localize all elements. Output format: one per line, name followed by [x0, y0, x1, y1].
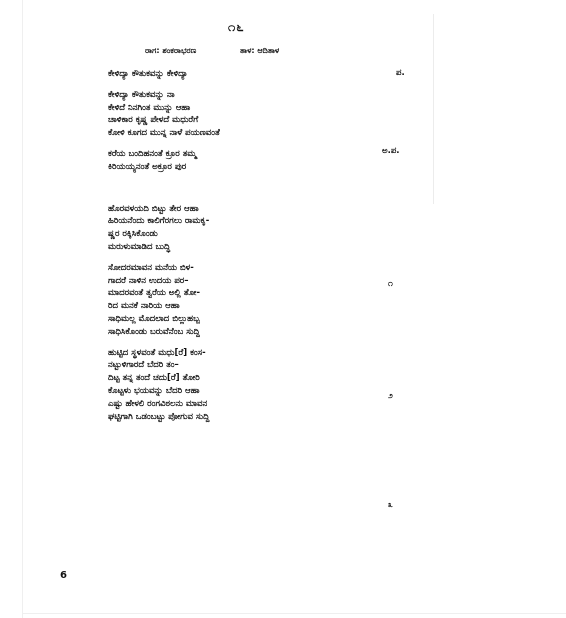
scan-edge	[22, 0, 23, 618]
page-number: 6	[60, 570, 67, 581]
lyric-line: ರಿದ ಮನಕೆ ನಾರಿಯ ಆಹಾ	[108, 301, 180, 312]
lyric-line: ಕೊಟ್ಟಳು ಭಯವನ್ನು ಬೆದರಿ ಆಹಾ	[108, 385, 200, 396]
lyric-line: ಷ್ಣರ ರಕ್ಕಿಸಿಕೊಂಡು	[108, 229, 158, 240]
anupallavi-block	[108, 89, 408, 140]
pallavi-block	[108, 68, 408, 81]
lyric-line: ಮಾದರವಂತೆ ತ್ವರೆಯ ಅಲ್ಲಿ ತೋ-	[108, 288, 200, 299]
charana-2-marker: ೨	[388, 391, 393, 401]
charana-2-block	[108, 262, 408, 339]
lyric-line: ದಿಟ್ಟ ತನ್ನ ತಂದೆ ಚದು[ರೆ] ತೋರಿ	[108, 373, 200, 384]
lyric-line: ಕೇಳಿದೆ ನಿನಗಿಂತ ಮುನ್ನು ಆಹಾ	[108, 102, 191, 113]
charana-1-marker: ೧	[388, 279, 393, 289]
raga-label: ರಾಗ: ಶಂಕರಾಭರಣ	[145, 46, 197, 55]
lyric-line: ಕಿರಿಯಯ್ಯನಂತೆ ಅಕ್ರೂರ ಪುರ	[108, 161, 187, 172]
lyric-line: ಘಟ್ಟಿಗಾಗಿ ಒಡಂಬಟ್ಟು ಪೋಗುವ ಸುದ್ದಿ	[108, 411, 210, 422]
scan-edge	[22, 613, 566, 614]
lyric-line: ಸಾಧಿಮಲ್ಲ ಮೊದಲಾದ ಬಿಲ್ಲುಹಬ್ಬ	[108, 313, 200, 324]
lyric-line: ಚಾಳಿಕಾರ ಕೃಷ್ಣ ಪೇಳದೆ ಮಧುರೆಗೆ	[108, 115, 199, 126]
lyric-line: ಮರುಳುಮಾಡಿದ ಬುದ್ಧಿ	[108, 241, 171, 252]
lyric-line: ಕೋಳಿ ಕೂಗದ ಮುನ್ನ ನಾಳೆ ಪಯಣವಂತೆ	[108, 128, 220, 139]
lyric-line: ಹೊರವಳಯದಿ ಬಿಟ್ಟು ತೇರ ಆಹಾ	[108, 203, 199, 214]
charana-1-block	[108, 203, 408, 254]
scan-edge	[433, 14, 434, 204]
pallavi-marker: ಪ.	[396, 68, 405, 78]
charana-3-marker: ೩	[388, 500, 393, 510]
lyric-line: ಸಾಧಿಸಿಕೊಂಡು ಬರುವೆನೆಂಬ ಸುದ್ದಿ	[108, 326, 200, 337]
anupallavi-continuation-block	[108, 148, 408, 174]
lyric-line: ಸೋದರಮಾವನ ಮನೆಯ ಬಿಳ-	[108, 262, 194, 273]
lyric-line: ಹುಟ್ಟಿದ ಸ್ಥಳವಂತೆ ಮಧು[ರೆ] ಕಂಸ-	[108, 347, 206, 358]
lyric-line: ಕೇಳಿದ್ಯಾ ಕೌತುಕವನ್ನು ನಾ	[108, 89, 175, 100]
song-number: ೧೬	[228, 20, 245, 35]
lyric-line: ಹಿರಿಯನೆಂದು ಕಾಲಿಗೆರಗಲು ರಾಮಕೃ-	[108, 216, 210, 227]
lyric-line: ನಟ್ಟುಳಿಗಾರದೆ ಬೆದರಿ ತಂ–	[108, 360, 179, 371]
lyric-line: ಗಾದರೆ ನಾಳಿನ ಉದಯ ಪರ–	[108, 275, 189, 286]
anupallavi-marker: ಅ.ಪ.	[382, 146, 400, 156]
charana-3-block	[108, 347, 408, 424]
lyric-line: ಕೇಳಿದ್ಯಾ ಕೌತುಕವನ್ನು ಕೇಳಿದ್ಯಾ	[108, 69, 188, 79]
lyric-line: ಎಷ್ಟು ಹೇಳಲಿ ರಂಗವಿಠಲನು ಮಾವನ	[108, 398, 208, 409]
raga-tala-header	[145, 46, 280, 56]
tala-label: ತಾಳ: ಆದಿತಾಳ	[240, 46, 280, 55]
song-lyrics	[108, 68, 408, 423]
lyric-line: ಕರೆಯ ಬಂದಿಹನಂತೆ ಕ್ರೂರ ತಮ್ಮ	[108, 148, 197, 159]
